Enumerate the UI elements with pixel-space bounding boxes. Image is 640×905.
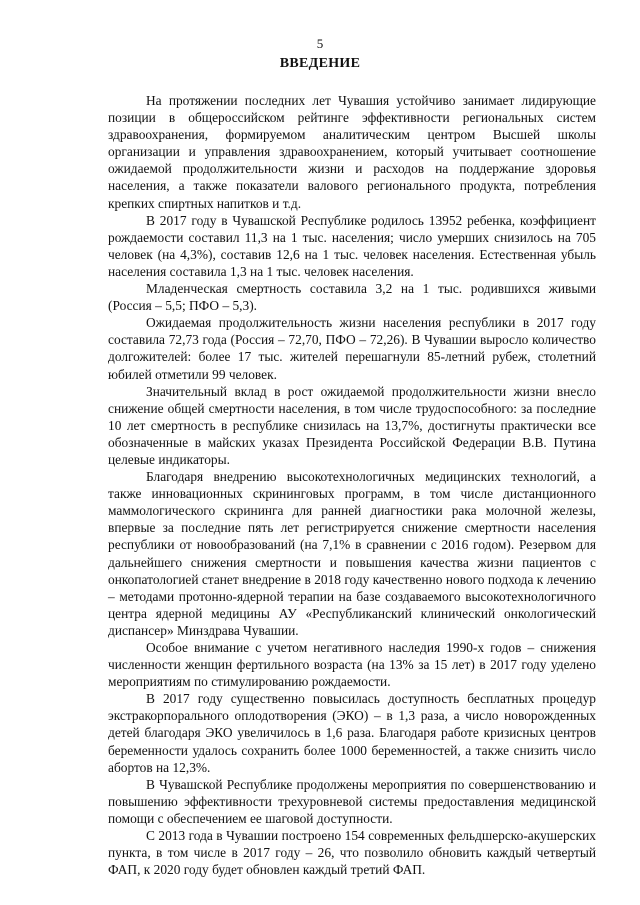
paragraph-oncology: Благодаря внедрению высокотехнологичных медицинских технологий, а также инновационных скрининговых программ, в том числе дистанционного маммологического скрининга для ранней диагностики рака молочной железы, впервые за последние пять лет регистрируется снижение смертности населения республики от новообразований (на 7,1% в сравнении с 2016 годом). Резервом для дальнейшего снижения смертности и повышения качества жизни пациентов с онкопатологией станет внедрение в 2018 году качественно нового подхода к лечению – методами протонно-ядерной терапии на базе создаваемого высокотехнологичного центра ядерной медицины АУ «Республиканский клинический онкологический диспансер» Минздрава Чувашии. — [108, 469, 596, 638]
paragraph-birth-rate: В 2017 году в Чувашской Республике родилось 13952 ребенка, коэффициент рождаемости составил 11,3 на 1 тыс. населения; число умерших снизилось на 705 человек (на 4,3%), составив 12,6 на 1 тыс. человек населения. Естественная убыль населения составила 1,3 на 1 тыс. человек населения. — [108, 212, 596, 279]
paragraph-fap: С 2013 года в Чувашии построено 154 современных фельдшерско-акушерских пункта, в том числе в 2017 году – 26, что позволило обновить каждый четвертый ФАП, к 2020 году будет обновлен каждый третий ФАП. — [108, 828, 596, 878]
body-text — [108, 92, 596, 878]
paragraph-fertility: Особое внимание с учетом негативного наследия 1990-х годов – снижения численности женщин фертильного возраста (на 13% за 15 лет) в 2017 году уделено мероприятиям по стимулированию рождаемости. — [108, 640, 596, 690]
section-title: ВВЕДЕНИЕ — [279, 56, 361, 71]
paragraph-three-level-system: В Чувашской Республике продолжены мероприятия по совершенствованию и повышению эффективности трехуровневой системы предоставления медицинской помощи с обеспечением ее шаговой доступности. — [108, 776, 596, 826]
page-number: 5 — [316, 36, 324, 51]
paragraph-ranking: На протяжении последних лет Чувашия устойчиво занимает лидирующие позиции в общероссийском рейтинге эффективности региональных систем здравоохранения, формируемом аналитическим центром Высшей школы организации и управления здравоохранением, который учитывает соотношение ожидаемой продолжительности жизни и расходов на поддержание здоровья населения, а также показатели валового регионального продукта, потребления крепких спиртных напитков и т.д. — [108, 93, 596, 211]
paragraph-infant-mortality: Младенческая смертность составила 3,2 на 1 тыс. родившихся живыми (Россия – 5,5; ПФО – 5,3). — [108, 281, 596, 314]
paragraph-life-expectancy: Ожидаемая продолжительность жизни населения республики в 2017 году составила 72,73 года (Россия – 72,70, ПФО – 72,26). В Чувашии выросло количество долгожителей: более 17 тыс. жителей перешагнули 85-летний рубеж, столетний юбилей отметили 99 человек. — [108, 315, 596, 382]
paragraph-mortality-decline: Значительный вклад в рост ожидаемой продолжительности жизни внесло снижение общей смертности населения, в том числе трудоспособного: за последние 10 лет смертность в республике снизилась на 13,7%, достигнуты практически все обозначенные в майских указах Президента Российской Федерации В.В. Путина целевые индикаторы. — [108, 383, 596, 467]
paragraph-eco: В 2017 году существенно повысилась доступность бесплатных процедур экстракорпорального оплодотворения (ЭКО) – в 1,3 раза, а число новорожденных детей благодаря ЭКО увеличилось в 1,6 раза. Благодаря работе кризисных центров беременности удалось сохранить более 1000 беременностей, а также снизить число абортов на 12,3%. — [108, 691, 596, 775]
